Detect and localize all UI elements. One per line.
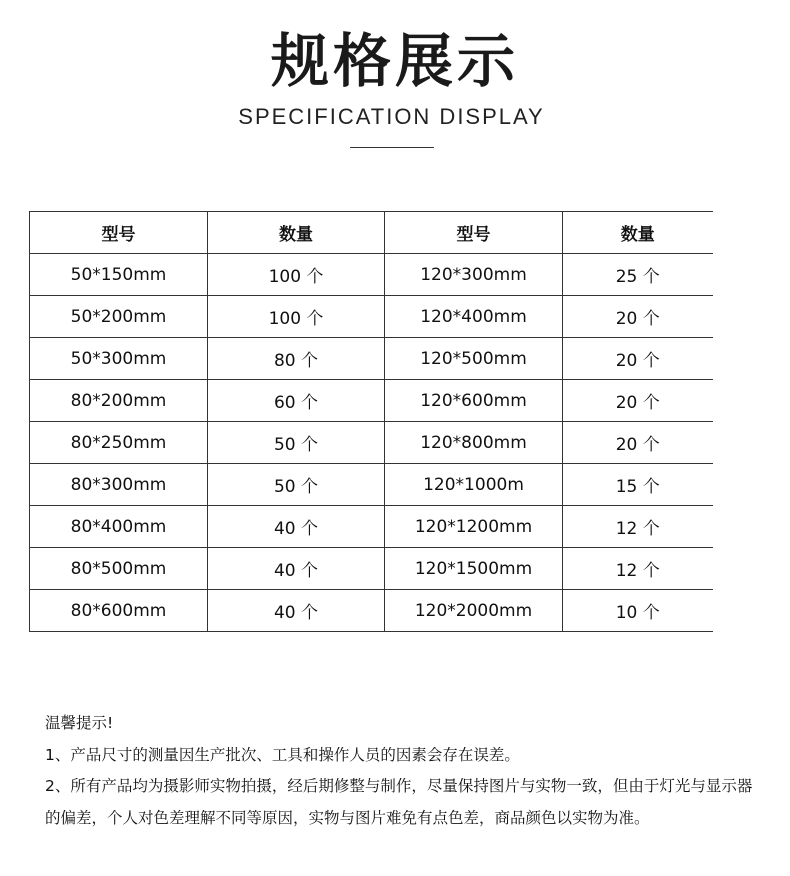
table-row	[30, 464, 713, 506]
table-row	[30, 422, 713, 464]
note-item-1: 1、产品尺寸的测量因生产批次、工具和操作人员的因素会存在误差。	[45, 745, 520, 764]
qty-cell: 50 个	[208, 422, 385, 464]
model-cell: 80*200mm	[30, 380, 208, 422]
header-model-2: 型号	[385, 212, 563, 254]
table-row	[30, 380, 713, 422]
page-title: 规格展示	[270, 27, 519, 95]
qty-cell: 40 个	[208, 590, 385, 632]
header-model-1: 型号	[30, 212, 208, 254]
model-cell: 120*1000m	[385, 464, 563, 506]
model-cell: 50*200mm	[30, 296, 208, 338]
qty-cell: 100 个	[208, 254, 385, 296]
qty-cell: 15 个	[563, 464, 713, 506]
table-header-row	[30, 212, 713, 254]
model-cell: 120*500mm	[385, 338, 563, 380]
qty-cell: 20 个	[563, 380, 713, 422]
model-cell: 120*300mm	[385, 254, 563, 296]
model-cell: 80*400mm	[30, 506, 208, 548]
qty-cell: 20 个	[563, 338, 713, 380]
table-row	[30, 254, 713, 296]
model-cell: 50*150mm	[30, 254, 208, 296]
table-row	[30, 590, 713, 632]
qty-cell: 60 个	[208, 380, 385, 422]
title-divider	[350, 147, 434, 148]
note-item-2: 2、所有产品均为摄影师实物拍摄，经后期修整与制作，尽量保持图片与实物一致，但由于灯光与显示器的偏差，个人对色差理解不同等原因，实物与图片难免有点色差，商品颜色以实物为准。	[45, 777, 753, 827]
qty-cell: 50 个	[208, 464, 385, 506]
model-cell: 120*800mm	[385, 422, 563, 464]
qty-cell: 12 个	[563, 548, 713, 590]
qty-cell: 20 个	[563, 296, 713, 338]
table-row	[30, 338, 713, 380]
model-cell: 120*600mm	[385, 380, 563, 422]
page-subtitle: SPECIFICATION DISPLAY	[238, 104, 545, 129]
model-cell: 80*250mm	[30, 422, 208, 464]
qty-cell: 25 个	[563, 254, 713, 296]
table-row	[30, 548, 713, 590]
spec-table	[29, 211, 713, 632]
qty-cell: 100 个	[208, 296, 385, 338]
qty-cell: 10 个	[563, 590, 713, 632]
model-cell: 80*500mm	[30, 548, 208, 590]
qty-cell: 40 个	[208, 506, 385, 548]
model-cell: 120*2000mm	[385, 590, 563, 632]
qty-cell: 20 个	[563, 422, 713, 464]
qty-cell: 80 个	[208, 338, 385, 380]
header-qty-2: 数量	[563, 212, 713, 254]
model-cell: 120*1200mm	[385, 506, 563, 548]
model-cell: 80*600mm	[30, 590, 208, 632]
notes-section	[45, 708, 765, 834]
qty-cell: 12 个	[563, 506, 713, 548]
model-cell: 80*300mm	[30, 464, 208, 506]
model-cell: 120*400mm	[385, 296, 563, 338]
table-row	[30, 506, 713, 548]
notes-heading: 温馨提示!	[45, 714, 114, 732]
table-row	[30, 296, 713, 338]
model-cell: 120*1500mm	[385, 548, 563, 590]
header-qty-1: 数量	[208, 212, 385, 254]
qty-cell: 40 个	[208, 548, 385, 590]
model-cell: 50*300mm	[30, 338, 208, 380]
